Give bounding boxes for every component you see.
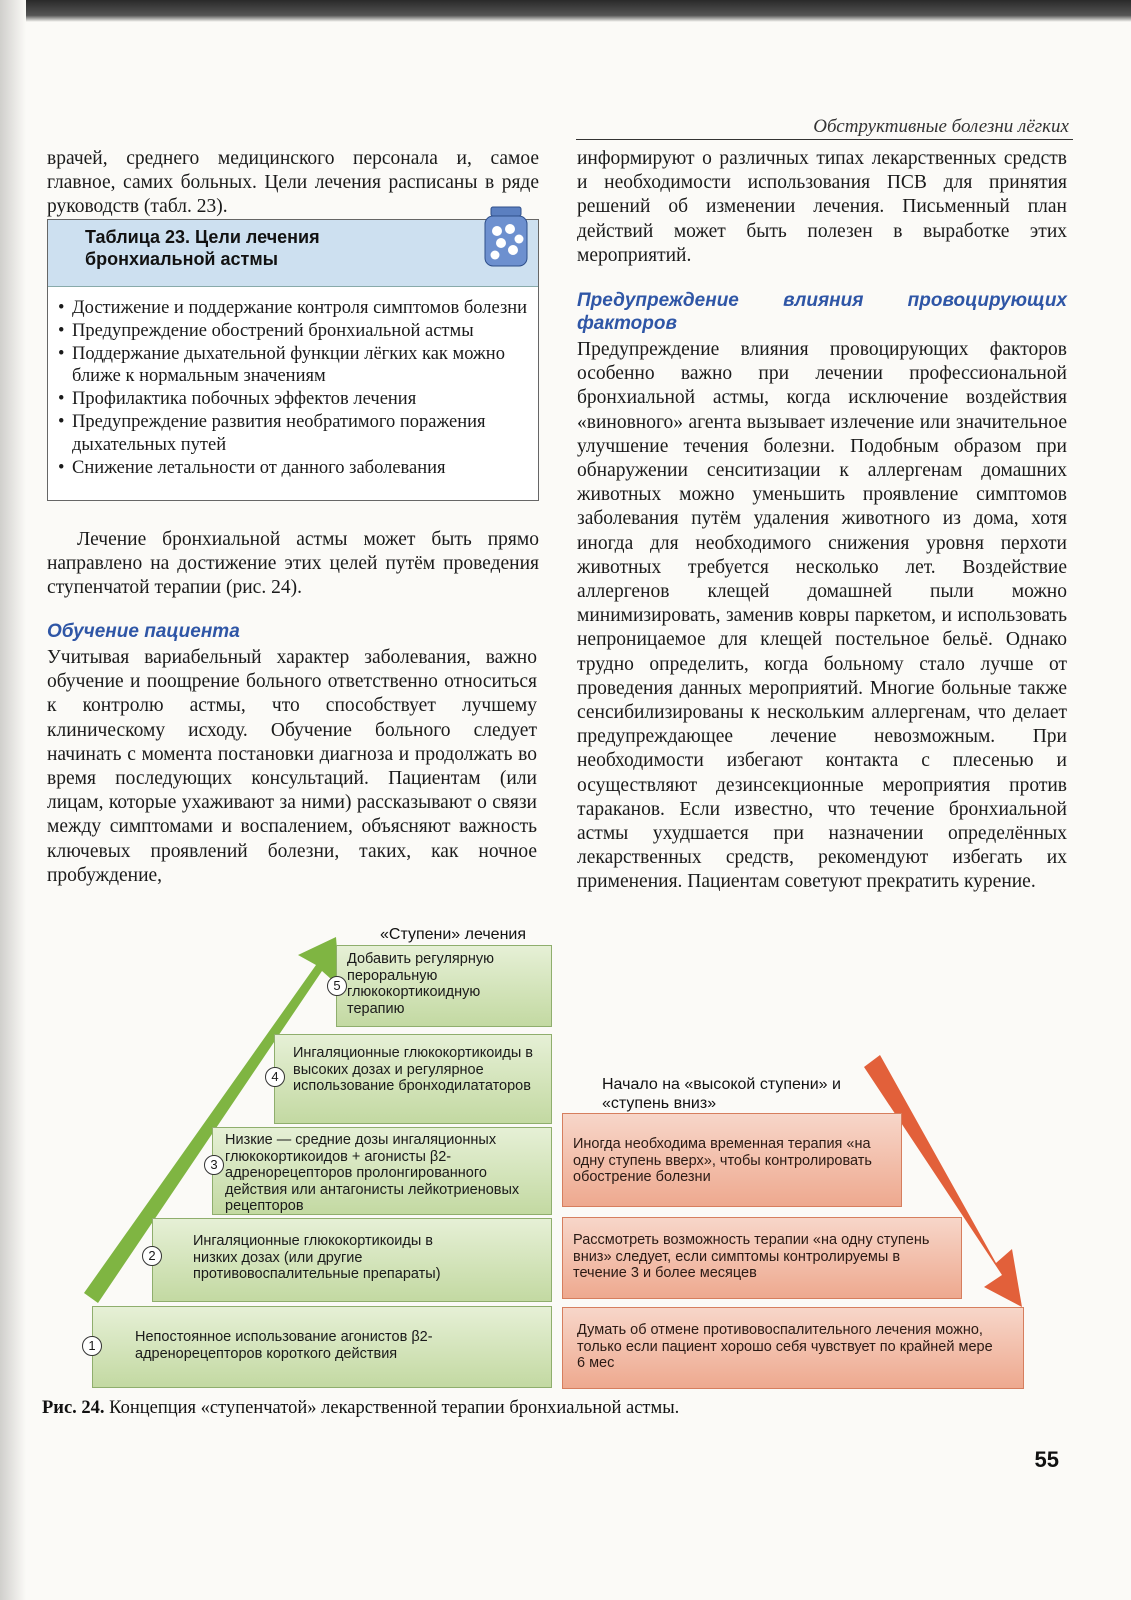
patient-education-section (47, 620, 537, 888)
step-5 (336, 945, 552, 1027)
step-4 (274, 1034, 552, 1124)
section-heading: Обучение пациента (47, 621, 240, 642)
left-intro-paragraph: врачей, среднего медицинского персонала и, самое главное, самих больных. Цели лечения расписаны в ряде руководств (табл. 23). (47, 148, 539, 218)
step-3 (212, 1127, 552, 1215)
trigger-prevention-section (577, 289, 1067, 895)
scan-gutter-shadow (0, 0, 26, 1600)
step-text: Добавить регулярную пероральную глюкокортикоидную терапию (347, 951, 494, 1017)
down-step-1 (562, 1113, 902, 1207)
right-intro-paragraph: информируют о различных типах лекарственных средств и необходимости использования ПСВ для принятия решений об изменении лечения. Письменный план действий может быть полезен в выработке этих мероприятий. (577, 148, 1067, 266)
step-text: Низкие — средние дозы ингаляционных глюкокортикоидов + агонисты β2-адренорецепторов пролонгированного действия или антагонисты лейкотриеновых рецепторов (225, 1132, 520, 1214)
list-item: • Предупреждение развития необратимого поражения дыхательных путей (58, 411, 532, 457)
pill-jar-icon (481, 205, 531, 269)
step-1 (92, 1306, 552, 1388)
right-figure-title: Начало на «высокой ступени» и «ступень вниз» (602, 1076, 841, 1112)
step-number: 3 (204, 1155, 224, 1175)
right-column-intro (577, 147, 1067, 268)
step-number: 2 (142, 1246, 162, 1266)
page-number: 55 (1034, 1447, 1059, 1472)
step-text: Рассмотреть возможность терапии «на одну ступень вниз» следует, если симптомы контролируемы в течение 3 и более месяцев (573, 1232, 930, 1281)
step-text: Ингаляционные глюкокортикоиды в низких дозах (или другие противовоспалительные препараты) (193, 1233, 441, 1282)
list-item: • Профилактика побочных эффектов лечения (58, 388, 532, 411)
list-item: • Поддержание дыхательной функции лёгких как можно ближе к нормальным значениям (58, 343, 532, 389)
left-figure-title: «Ступени» лечения (380, 926, 527, 943)
scan-top-edge (0, 0, 1131, 22)
table-goals-list (48, 287, 538, 479)
step-number: 4 (265, 1067, 285, 1087)
down-step-2 (562, 1217, 962, 1299)
step-text: Ингаляционные глюкокортикоиды в высоких дозах и регулярное использование бронходилататоров (293, 1045, 533, 1094)
step-text: Думать об отмене противовоспалительного лечения можно, только если пациент хорошо себя чувствует по крайней мере 6 мес (577, 1322, 993, 1371)
figure-caption (42, 1398, 679, 1419)
caption-label: Рис. 24. (42, 1398, 105, 1418)
section-text: Предупреждение влияния провоцирующих факторов особенно важно при лечении профессиональной бронхиальной астмы, когда исключение воздействия «виновного» агента вызывает излечение или значительное улучшение течения болезни. Подобным образом при обнаружении сенситизации к аллергенам домашних животных можно уменьшить проявление симптомов заболевания путём удаления животного из дома, хотя иногда для необходимого снижения уровня перхоти животных требуется несколько лет. Воздействие аллергенов клещей домашней пыли можно минимизировать, заменив ковры паркетом, и использовать непроницаемое для клещей постельное бельё. Однако трудно определить, когда больному стало лучше от проведения данных мероприятий. Многие больные также сенсибилизированы к нескольким аллергенам, что делает предупреждающее лечение невозможным. При необходимости избегают контакта с плесенью и осуществляют дезинсекционные мероприятия против тараканов. Если известно, что течение бронхиальной астмы ухудшается при назначении определённых лекарственных средств, рекомендуют избегать их применения. Пациентам советуют прекратить курение. (577, 339, 1067, 893)
step-number: 5 (327, 976, 347, 996)
left-paragraph-block (47, 528, 539, 601)
table-header (48, 220, 538, 287)
left-column-intro (47, 147, 539, 220)
list-item: • Предупреждение обострений бронхиальной астмы (58, 320, 532, 343)
down-step-3 (562, 1307, 1024, 1389)
step-text: Непостоянное использование агонистов β2-адренорецепторов короткого действия (135, 1329, 433, 1362)
caption-text: Концепция «ступенчатой» лекарственной терапии бронхиальной астмы. (109, 1398, 680, 1418)
stepwise-therapy-paragraph: Лечение бронхиальной астмы может быть прямо направлено на достижение этих целей путём проведения ступенчатой терапии (рис. 24). (47, 529, 539, 599)
step-text: Иногда необходима временная терапия «на одну ступень вверх», чтобы контролировать обострение болезни (573, 1136, 872, 1185)
step-number: 1 (82, 1336, 102, 1356)
header-rule (576, 139, 1073, 140)
list-item: • Достижение и поддержание контроля симптомов болезни (58, 297, 532, 320)
figure-24-stepwise-diagram (40, 915, 1090, 1405)
section-heading: Предупреждение влияния провоцирующих факторов (577, 290, 1067, 334)
step-2 (152, 1218, 552, 1302)
list-item: • Снижение летальности от данного заболевания (58, 457, 532, 480)
running-head: Обструктивные болезни лёгких (813, 116, 1069, 137)
table-title: Таблица 23. Цели лечения бронхиальной астмы (85, 227, 320, 269)
table-23 (47, 219, 539, 501)
section-text: Учитывая вариабельный характер заболевания, важно обучение и поощрение больного ответственно относиться к контролю астмы, что способствует лучшему клиническому исходу. Обучение больного следует начинать с момента постановки диагноза и продолжать во время последующих консультаций. Пациентам (или лицам, которые ухаживают за ними) рассказывают о связи между симптомами и воспалением, объясняют важность ключевых проявлений болезни, таких, как ночное пробуждение, (47, 647, 537, 886)
